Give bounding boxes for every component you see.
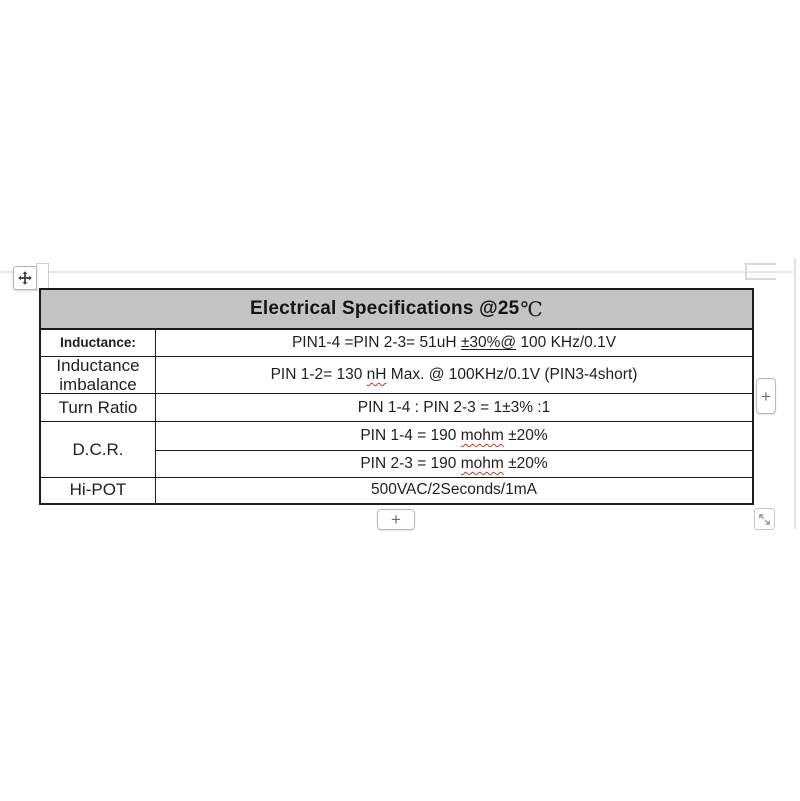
value-segment: PIN 2-3 = 190: [360, 454, 461, 472]
plus-icon: +: [761, 386, 771, 406]
inductance-label-cell[interactable]: Inductance:: [41, 330, 156, 356]
value-segment: PIN 1-4 = 190: [360, 427, 461, 444]
page-margin-guide-horizontal: [0, 271, 793, 273]
table-row: [41, 394, 752, 422]
page-margin-guide-vertical: [794, 258, 796, 529]
celsius-symbol: ℃: [520, 297, 543, 321]
value-segment: 500VAC/2Seconds/1mA: [370, 481, 537, 498]
value-segment: ±20%: [503, 427, 548, 444]
hipot-value-cell[interactable]: [156, 478, 752, 503]
inductance-imbalance-value-cell[interactable]: [156, 357, 752, 393]
insert-row-button[interactable]: [377, 509, 415, 530]
inductance-imbalance-label-cell[interactable]: Inductance imbalance: [41, 357, 156, 393]
value-segment: Max. @ 100KHz/0.1V (PIN3-4short): [386, 366, 638, 383]
move-icon: [17, 270, 33, 286]
value-segment: ±30%@: [460, 334, 517, 351]
table-row: [41, 330, 752, 357]
value-segment: PIN1-4 =PIN 2-3= 51uH: [291, 334, 461, 351]
hipot-label-cell[interactable]: Hi-POT: [41, 478, 156, 503]
dcr-pin23-value-cell[interactable]: [156, 451, 752, 477]
turn-ratio-value-cell[interactable]: [156, 394, 752, 421]
value-segment: mohm: [460, 427, 504, 444]
dcr-pin14-value-cell[interactable]: [156, 422, 752, 451]
inductance-value-cell[interactable]: [156, 330, 752, 356]
table-move-handle[interactable]: [13, 266, 37, 290]
plus-icon: +: [391, 510, 401, 529]
table-row: [41, 357, 752, 394]
value-segment: PIN 1-2= 130: [270, 366, 367, 383]
electrical-specifications-table: [39, 288, 754, 505]
resize-diagonal-icon: [757, 512, 772, 527]
table-anchor-marker: [36, 263, 49, 291]
insert-column-button[interactable]: [756, 378, 776, 414]
table-resize-handle[interactable]: [754, 508, 775, 530]
dcr-label-cell[interactable]: D.C.R.: [41, 422, 156, 477]
value-segment: 100 KHz/0.1V: [516, 334, 617, 351]
value-segment: PIN 1-4 : PIN 2-3 = 1±3% :1: [357, 398, 551, 416]
table-title-text: Electrical Specifications @25: [250, 298, 520, 319]
dcr-values-column: [156, 422, 752, 477]
page-corner-marker: [745, 263, 776, 280]
value-segment: ±20%: [503, 454, 548, 472]
value-segment: nH: [366, 366, 387, 383]
table-title-cell[interactable]: [41, 290, 752, 330]
value-segment: mohm: [460, 454, 504, 472]
table-row: [41, 422, 752, 478]
table-row: [41, 478, 752, 503]
turn-ratio-label-cell[interactable]: Turn Ratio: [41, 394, 156, 421]
